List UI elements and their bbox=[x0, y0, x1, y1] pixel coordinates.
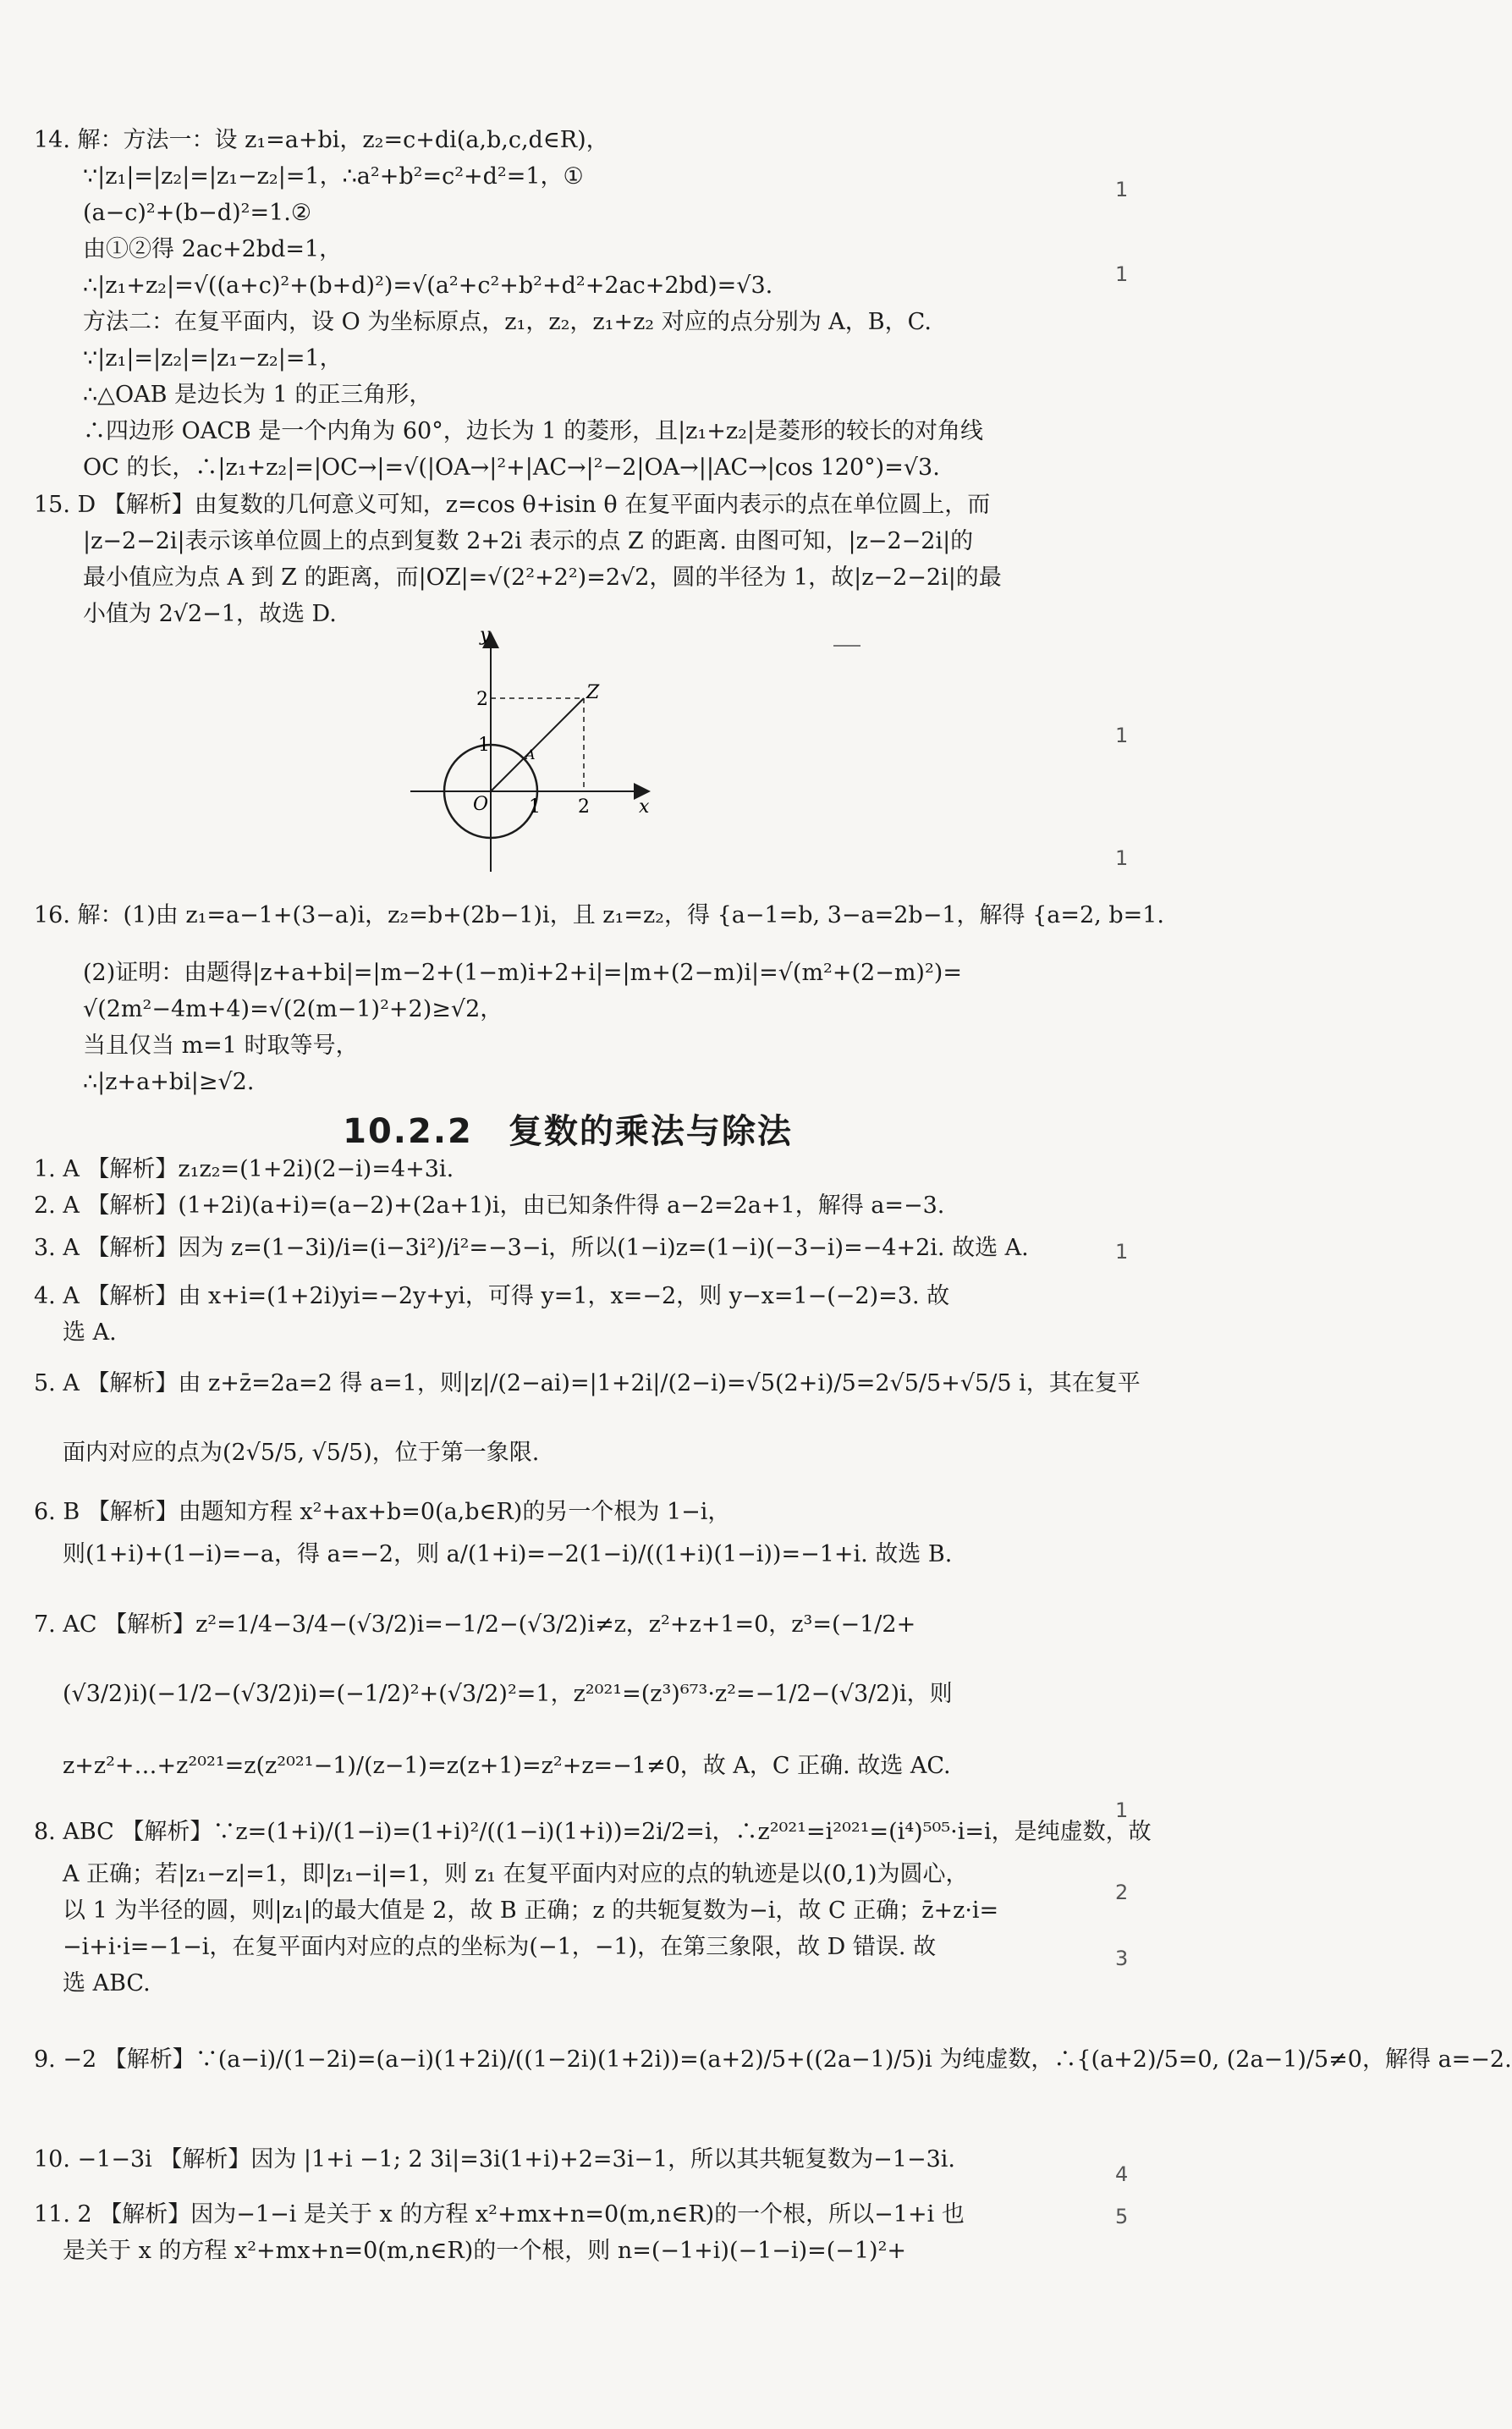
edge-mark: 2 bbox=[1115, 1881, 1129, 1904]
point-a-label: A bbox=[525, 746, 536, 763]
q16-line: 当且仅当 m=1 时取等号， bbox=[83, 1033, 359, 1059]
q16-line: √(2m²−4m+4)=√(2(m−1)²+2)≥√2， bbox=[83, 996, 503, 1022]
answer-line: 是关于 x 的方程 x²+mx+n=0(m,n∈R)的一个根，则 n=(−1+i)(−1−i)=(−1)²+ bbox=[63, 2238, 907, 2264]
q14-line: OC 的长，∴|z₁+z₂|=|OC→|=√(|OA→|²+|AC→|²−2|OA→||AC→|cos 120°)=√3. bbox=[83, 454, 940, 481]
origin-label: O bbox=[473, 794, 489, 815]
answer-line: 3. A 【解析】因为 z=(1−3i)/i=(i−3i²)/i²=−3−i，所以(1−i)z=(1−i)(−3−i)=−4+2i. 故选 A. bbox=[34, 1235, 1029, 1261]
edge-mark: 1 bbox=[1115, 1240, 1129, 1264]
q15-line: |z−2−2i|表示该单位圆上的点到复数 2+2i 表示的点 Z 的距离. 由图可知，|z−2−2i|的 bbox=[83, 528, 974, 554]
answer-line: 10. −1−3i 【解析】因为 |1+i −1; 2 3i|=3i(1+i)+2=3i−1，所以其共轭复数为−1−3i. bbox=[34, 2146, 955, 2173]
q16-line: ∴|z+a+bi|≥√2. bbox=[83, 1069, 255, 1095]
q15-line: 最小值应为点 A 到 Z 的距离，而|OZ|=√(2²+2²)=2√2，圆的半径为 1，故|z−2−2i|的最 bbox=[83, 565, 1002, 591]
tick-y-1: 1 bbox=[478, 735, 490, 756]
tick-x-2: 2 bbox=[578, 796, 590, 818]
q14-line: 14. 解：方法一：设 z₁=a+bi，z₂=c+di(a,b,c,d∈R)， bbox=[34, 127, 609, 153]
q14-line: (a−c)²+(b−d)²=1.② bbox=[83, 200, 312, 226]
q14-line: ∴四边形 OACB 是一个内角为 60°，边长为 1 的菱形，且|z₁+z₂|是菱形的较长的对角线 bbox=[83, 418, 983, 444]
q16-line: 16. 解：(1)由 z₁=a−1+(3−a)i，z₂=b+(2b−1)i，且 z₁=z₂，得 {a−1=b, 3−a=2b−1，解得 {a=2, b=1. bbox=[34, 902, 1164, 928]
edge-mark: 1 bbox=[1115, 724, 1129, 747]
answer-line: 9. −2 【解析】∵(a−i)/(1−2i)=(a−i)(1+2i)/((1−2i)(1+2i))=(a+2)/5+((2a−1)/5)i 为纯虚数，∴{(a+2)/5=0, (2a−1)/5≠0，解得 a=−2. bbox=[34, 2046, 1512, 2073]
answer-line: −i+i·i=−1−i，在复平面内对应的点的坐标为(−1，−1)，在第三象限，故 D 错误. 故 bbox=[63, 1934, 937, 1960]
divider-mark bbox=[833, 645, 860, 647]
answer-line: 6. B 【解析】由题知方程 x²+ax+b=0(a,b∈R)的另一个根为 1−i， bbox=[34, 1499, 731, 1525]
point-z-label: Z bbox=[586, 682, 600, 703]
tick-x-1: 1 bbox=[529, 796, 541, 818]
edge-mark: 1 bbox=[1115, 262, 1129, 286]
y-axis-label: y bbox=[480, 625, 491, 646]
answer-line: A 正确；若|z₁−z|=1，即|z₁−i|=1，则 z₁ 在复平面内对应的点的轨迹是以(0,1)为圆心， bbox=[63, 1861, 969, 1887]
complex-plane-figure bbox=[402, 622, 673, 876]
edge-mark: 1 bbox=[1115, 178, 1129, 201]
q14-line: ∴△OAB 是边长为 1 的正三角形， bbox=[83, 382, 432, 408]
answer-line: 以 1 为半径的圆，则|z₁|的最大值是 2，故 B 正确；z 的共轭复数为−i，故 C 正确；z̄+z·i= bbox=[63, 1897, 999, 1924]
q16-line: (2)证明：由题得|z+a+bi|=|m−2+(1−m)i+2+i|=|m+(2−m)i|=√(m²+(2−m)²)= bbox=[83, 960, 962, 986]
tick-y-2: 2 bbox=[476, 689, 488, 710]
x-axis-label: x bbox=[639, 796, 650, 818]
q14-line: 方法二：在复平面内，设 O 为坐标原点，z₁，z₂，z₁+z₂ 对应的点分别为 A，B，C. bbox=[83, 309, 932, 335]
answer-line: (√3/2)i)(−1/2−(√3/2)i)=(−1/2)²+(√3/2)²=1，z²⁰²¹=(z³)⁶⁷³·z²=−1/2−(√3/2)i，则 bbox=[63, 1681, 953, 1707]
answer-line: 1. A 【解析】z₁z₂=(1+2i)(2−i)=4+3i. bbox=[34, 1156, 454, 1182]
q15-line: 15. D 【解析】由复数的几何意义可知，z=cos θ+isin θ 在复平面内表示的点在单位圆上，而 bbox=[34, 492, 991, 518]
edge-mark: 4 bbox=[1115, 2162, 1129, 2186]
answer-line: z+z²+…+z²⁰²¹=z(z²⁰²¹−1)/(z−1)=z(z+1)=z²+z=−1≠0，故 A，C 正确. 故选 AC. bbox=[63, 1753, 951, 1779]
answer-line: 5. A 【解析】由 z+z̄=2a=2 得 a=1，则|z|/(2−ai)=|1+2i|/(2−i)=√5(2+i)/5=2√5/5+√5/5 i，其在复平 bbox=[34, 1370, 1141, 1396]
edge-mark: 5 bbox=[1115, 2205, 1129, 2228]
edge-mark: 3 bbox=[1115, 1947, 1129, 1970]
q14-line: ∵|z₁|=|z₂|=|z₁−z₂|=1， bbox=[83, 345, 343, 372]
q15-line: 小值为 2√2−1，故选 D. bbox=[83, 601, 337, 627]
segment-oz bbox=[491, 698, 584, 791]
answer-line: 4. A 【解析】由 x+i=(1+2i)yi=−2y+yi，可得 y=1，x=−2，则 y−x=1−(−2)=3. 故 bbox=[34, 1283, 950, 1309]
answer-line: 选 ABC. bbox=[63, 1970, 151, 1997]
q14-line: 由①②得 2ac+2bd=1， bbox=[83, 236, 343, 262]
answer-line: 面内对应的点为(2√5/5, √5/5)，位于第一象限. bbox=[63, 1440, 540, 1466]
q14-line: ∴|z₁+z₂|=√((a+c)²+(b+d)²)=√(a²+c²+b²+d²+2ac+2bd)=√3. bbox=[83, 273, 773, 299]
q14-line: ∵|z₁|=|z₂|=|z₁−z₂|=1，∴a²+b²=c²+d²=1，① bbox=[83, 163, 584, 190]
section-title: 10.2.2 复数的乘法与除法 bbox=[343, 1112, 793, 1151]
edge-mark: 1 bbox=[1115, 846, 1129, 870]
answer-line: 7. AC 【解析】z²=1/4−3/4−(√3/2)i=−1/2−(√3/2)i≠z，z²+z+1=0，z³=(−1/2+ bbox=[34, 1611, 916, 1638]
answer-line: 11. 2 【解析】因为−1−i 是关于 x 的方程 x²+mx+n=0(m,n∈R)的一个根，所以−1+i 也 bbox=[34, 2201, 965, 2228]
answer-line: 则(1+i)+(1−i)=−a，得 a=−2，则 a/(1+i)=−2(1−i)/((1+i)(1−i))=−1+i. 故选 B. bbox=[63, 1541, 953, 1567]
answer-line: 8. ABC 【解析】∵z=(1+i)/(1−i)=(1+i)²/((1−i)(1+i))=2i/2=i，∴z²⁰²¹=i²⁰²¹=(i⁴)⁵⁰⁵·i=i，是纯虚数，故 bbox=[34, 1819, 1152, 1845]
answer-line: 2. A 【解析】(1+2i)(a+i)=(a−2)+(2a+1)i，由已知条件得 a−2=2a+1，解得 a=−3. bbox=[34, 1192, 945, 1219]
edge-mark: 1 bbox=[1115, 1798, 1129, 1822]
answer-line: 选 A. bbox=[63, 1319, 117, 1346]
